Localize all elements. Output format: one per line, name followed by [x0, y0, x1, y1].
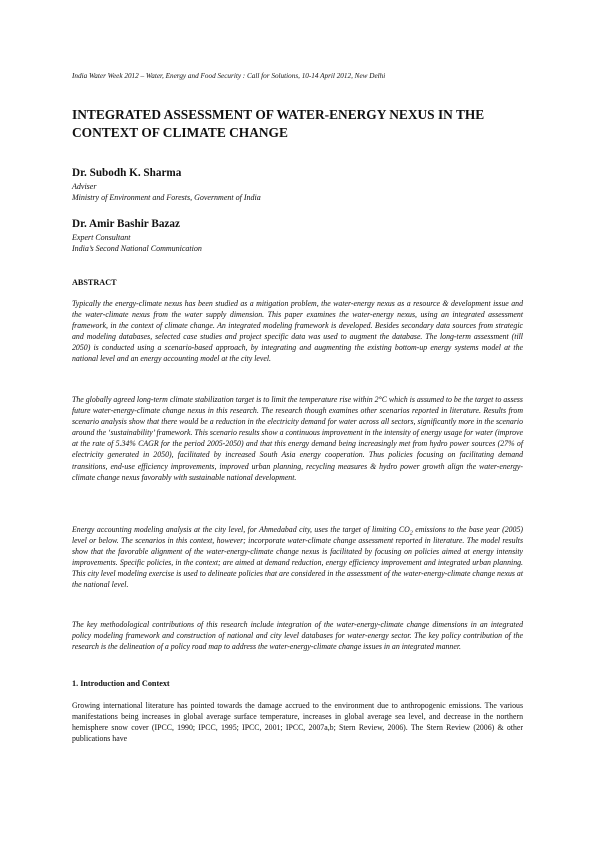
paper-title	[72, 106, 542, 142]
section-1-heading: 1. Introduction and Context	[72, 679, 170, 688]
abstract-heading: ABSTRACT	[72, 278, 117, 287]
author-2	[72, 217, 532, 254]
author-org: Ministry of Environment and Forests, Government of India	[72, 193, 261, 202]
author-org: India’s Second National Communication	[72, 244, 202, 253]
abstract-paragraph-3-start: Energy accounting modeling analysis at the city level, for Ahmedabad city, uses the target of limiting CO	[72, 525, 410, 534]
author-role: Expert Consultant	[72, 233, 131, 242]
abstract-paragraph-2: The globally agreed long-term climate stabilization target is to limit the temperature rise within 2°C which is assumed to be the target to assess future water-energy-climate change nexus in this research. The research though examines other scenarios reported in literature. Results from scenario analysis show that there would be a reduction in the electricity demand for water across all sectors, significantly more in the scenario around the ‘sustainability’ framework. This scenario results show a continuous improvement in the intensity of energy usage for water (improve at the rate of 5.34% CAGR for the period 2005-2050) and that this energy demand being increasingly met from hydro power sources (27% of electricity generated in 2050), facilitated by increased South Asia energy cooperation. Thus policies focusing on facilitating demand transitions, end-use efficiency improvements, improved urban planning, recycling measures & hydro power growth align the water-energy-climate change nexus favorably with sustainable national development.	[72, 395, 523, 482]
running-header: India Water Week 2012 – Water, Energy and Food Security : Call for Solutions, 10-14 April 2012, New Delhi	[72, 72, 386, 80]
section-1-paragraph-1: Growing international literature has pointed towards the damage accrued to the environment due to anthropogenic emissions. The various manifestations being increases in global average surface temperature, increases in global average sea level, and decrease in the northern hemisphere snow cover (IPCC, 1990; IPCC, 1995; IPCC, 2001; IPCC, 2007a,b; Stern Review, 2006). The Stern Review (2006) & other publications have	[72, 701, 523, 744]
author-1	[72, 166, 532, 203]
abstract-paragraph-3-rest: emissions to the base year (2005) level or below. The scenarios in this context, however; incorporate water-climate change assessment reported in literature. The model results show that the favorable alignment of the water-energy-climate change nexus is facilitated by focusing on policies aimed at energy intensity improvements. Specific policies, in the context; are aimed at demand reduction, energy efficiency improvement and integrated urban planning. This city level modeling exercise is used to delineate policies that are considered in the assessment of the water-energy-climate change nexus at the national level.	[72, 525, 523, 590]
author-name: Dr. Amir Bashir Bazaz	[72, 218, 180, 230]
author-name: Dr. Subodh K. Sharma	[72, 167, 182, 179]
title-line-2: CONTEXT OF CLIMATE CHANGE	[72, 125, 288, 140]
abstract-paragraph-1: Typically the energy-climate nexus has been studied as a mitigation problem, the water-energy nexus as a resource & development issue and the water-climate nexus from the water supply dimension. This paper examines the water-energy nexus, using an integrated assessment framework, in the context of climate change. An integrated modeling framework is developed. Besides secondary data sources from strategic and modeling databases, selected case studies and project specific data was used to augment the database. The long-term assessment (till 2050) is conducted using a scenario-based approach, by integrating and augmenting the existing bottom-up energy systems model at the national level and an energy accounting model at the city level.	[72, 299, 523, 364]
abstract-paragraph-4: The key methodological contributions of this research include integration of the water-energy-climate change dimensions in an integrated policy modeling framework and construction of national and city level databases for water-energy sector. The key policy contribution of the research is the delineation of a policy road map to address the water-energy-climate change issues in an integrated manner.	[72, 620, 523, 652]
co2-subscript: 2	[409, 530, 413, 537]
title-line-1: INTEGRATED ASSESSMENT OF WATER-ENERGY NEXUS IN THE	[72, 107, 485, 122]
abstract-paragraph-3	[72, 524, 523, 591]
author-role: Adviser	[72, 182, 97, 191]
